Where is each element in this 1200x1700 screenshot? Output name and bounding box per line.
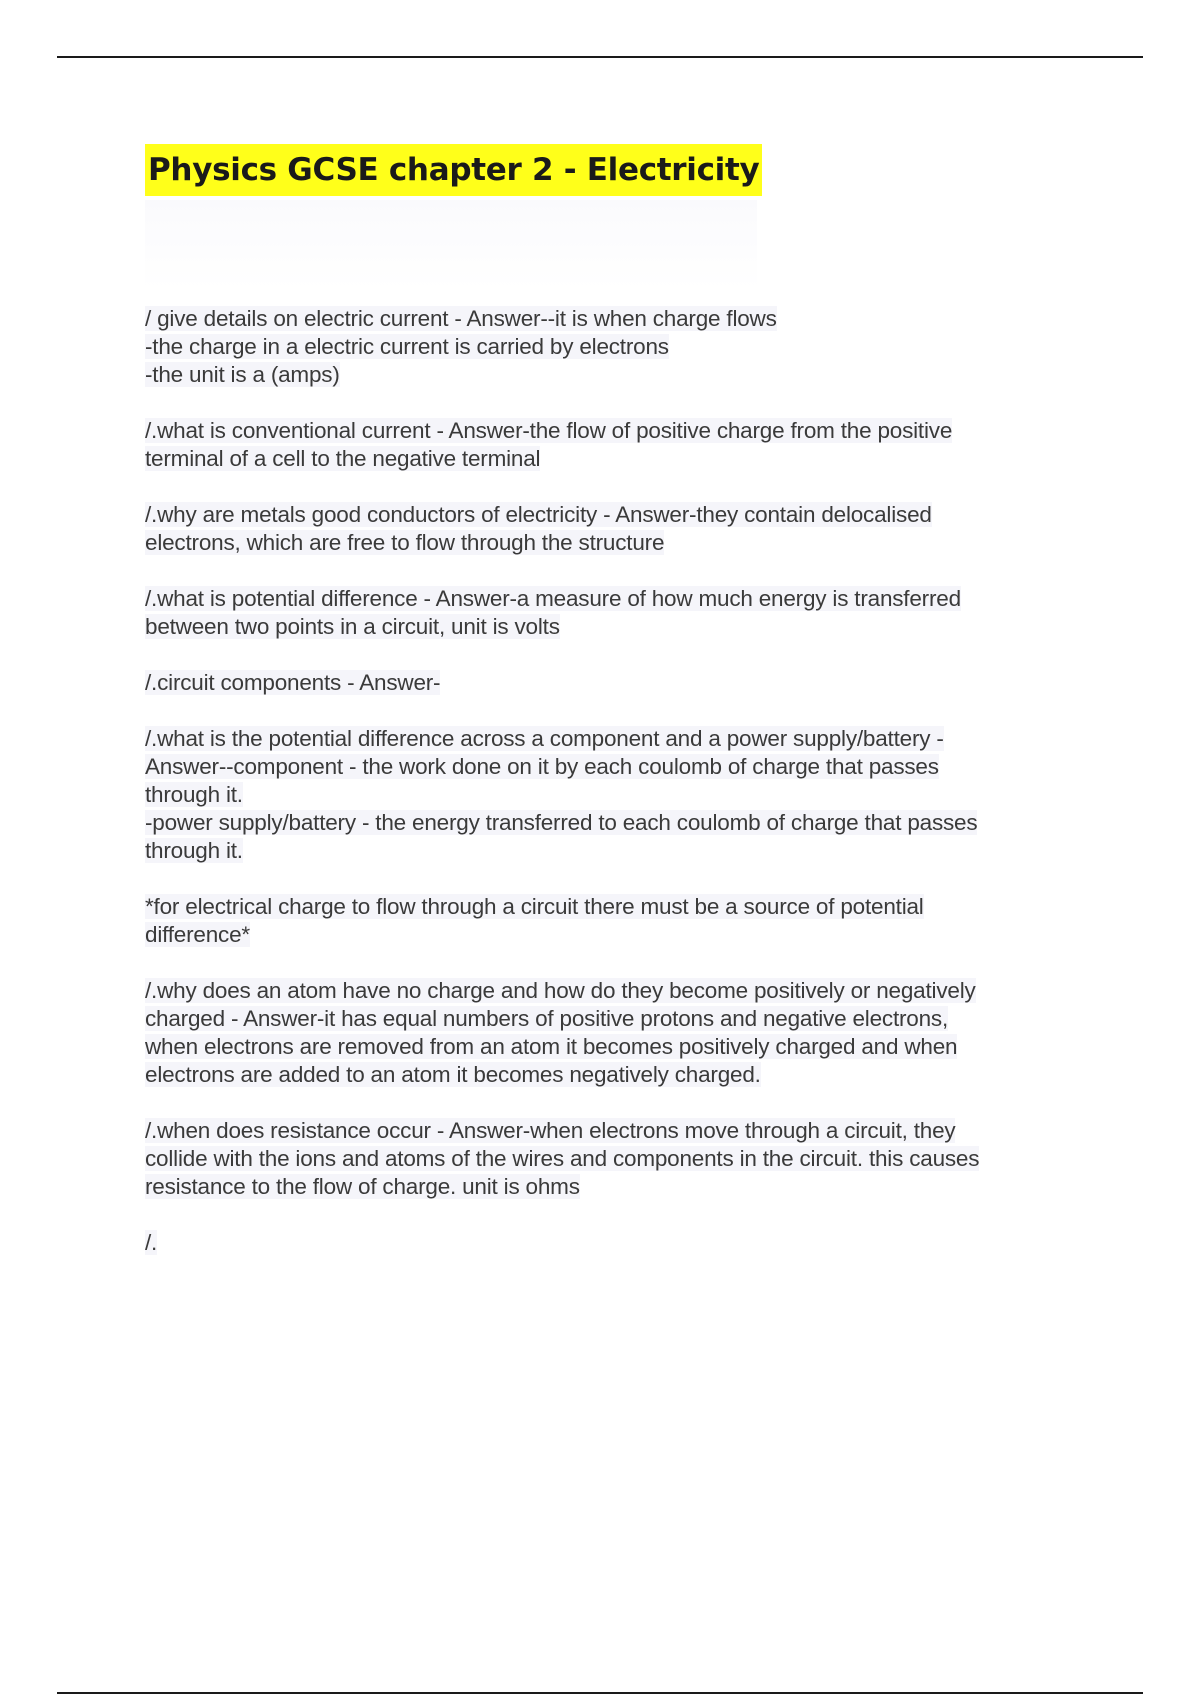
qa-entry xyxy=(145,305,1085,389)
qa-line-text: through it. xyxy=(145,782,243,807)
top-rule xyxy=(57,56,1143,58)
qa-entry xyxy=(145,977,1085,1089)
qa-line-text: /. xyxy=(145,1230,158,1255)
qa-line xyxy=(145,725,1085,753)
qa-line xyxy=(145,921,1085,949)
qa-content xyxy=(145,305,1085,1285)
qa-line xyxy=(145,781,1085,809)
qa-line xyxy=(145,333,1085,361)
qa-line-text: /.what is conventional current - Answer-the flow of positive charge from the positive xyxy=(145,418,953,443)
qa-line xyxy=(145,305,1085,333)
qa-entry xyxy=(145,1117,1085,1201)
title-shadow xyxy=(145,200,757,290)
qa-line xyxy=(145,1061,1085,1089)
qa-line-text: /.why does an atom have no charge and how do they become positively or negatively xyxy=(145,978,976,1003)
qa-line xyxy=(145,1005,1085,1033)
bottom-rule xyxy=(57,1692,1143,1694)
qa-line xyxy=(145,361,1085,389)
qa-line-text: /.circuit components - Answer- xyxy=(145,670,441,695)
qa-line-text: -the charge in a electric current is carried by electrons xyxy=(145,334,669,359)
qa-line-text: terminal of a cell to the negative terminal xyxy=(145,446,541,471)
qa-line xyxy=(145,613,1085,641)
title-block xyxy=(145,144,762,196)
qa-line-text: /.what is the potential difference across a component and a power supply/battery - xyxy=(145,726,944,751)
qa-line xyxy=(145,837,1085,865)
qa-entry xyxy=(145,417,1085,473)
qa-line xyxy=(145,1229,1085,1257)
qa-line-text: between two points in a circuit, unit is volts xyxy=(145,614,560,639)
qa-line-text: difference* xyxy=(145,922,250,947)
qa-line xyxy=(145,445,1085,473)
qa-line-text: -power supply/battery - the energy transferred to each coulomb of charge that passes xyxy=(145,810,978,835)
qa-line-text: /.when does resistance occur - Answer-when electrons move through a circuit, they xyxy=(145,1118,956,1143)
qa-line-text: electrons, which are free to flow through the structure xyxy=(145,530,665,555)
qa-line-text: through it. xyxy=(145,838,243,863)
qa-line xyxy=(145,1117,1085,1145)
qa-line xyxy=(145,1145,1085,1173)
qa-line-text: collide with the ions and atoms of the wires and components in the circuit. this causes xyxy=(145,1146,980,1171)
qa-line-text: Answer--component - the work done on it by each coulomb of charge that passes xyxy=(145,754,939,779)
qa-entry xyxy=(145,585,1085,641)
qa-line xyxy=(145,529,1085,557)
qa-line-text: / give details on electric current - Answer--it is when charge flows xyxy=(145,306,777,331)
qa-entry xyxy=(145,725,1085,865)
qa-line xyxy=(145,417,1085,445)
qa-line xyxy=(145,809,1085,837)
qa-line-text: electrons are added to an atom it becomes negatively charged. xyxy=(145,1062,761,1087)
qa-line xyxy=(145,753,1085,781)
qa-line-text: /.what is potential difference - Answer-a measure of how much energy is transferred xyxy=(145,586,961,611)
qa-line-text: when electrons are removed from an atom it becomes positively charged and when xyxy=(145,1034,958,1059)
qa-line-text: -the unit is a (amps) xyxy=(145,362,340,387)
qa-line-text: charged - Answer-it has equal numbers of positive protons and negative electrons, xyxy=(145,1006,949,1031)
qa-entry xyxy=(145,669,1085,697)
qa-line-text: resistance to the flow of charge. unit is ohms xyxy=(145,1174,580,1199)
qa-entry xyxy=(145,501,1085,557)
qa-line xyxy=(145,1173,1085,1201)
qa-line-text: *for electrical charge to flow through a circuit there must be a source of potential xyxy=(145,894,924,919)
qa-line xyxy=(145,669,1085,697)
qa-entry xyxy=(145,1229,1085,1257)
qa-line xyxy=(145,893,1085,921)
qa-line xyxy=(145,501,1085,529)
qa-entry xyxy=(145,893,1085,949)
qa-line xyxy=(145,585,1085,613)
page-title: Physics GCSE chapter 2 - Electricity xyxy=(145,144,762,196)
qa-line xyxy=(145,977,1085,1005)
qa-line xyxy=(145,1033,1085,1061)
qa-line-text: /.why are metals good conductors of electricity - Answer-they contain delocalised xyxy=(145,502,932,527)
